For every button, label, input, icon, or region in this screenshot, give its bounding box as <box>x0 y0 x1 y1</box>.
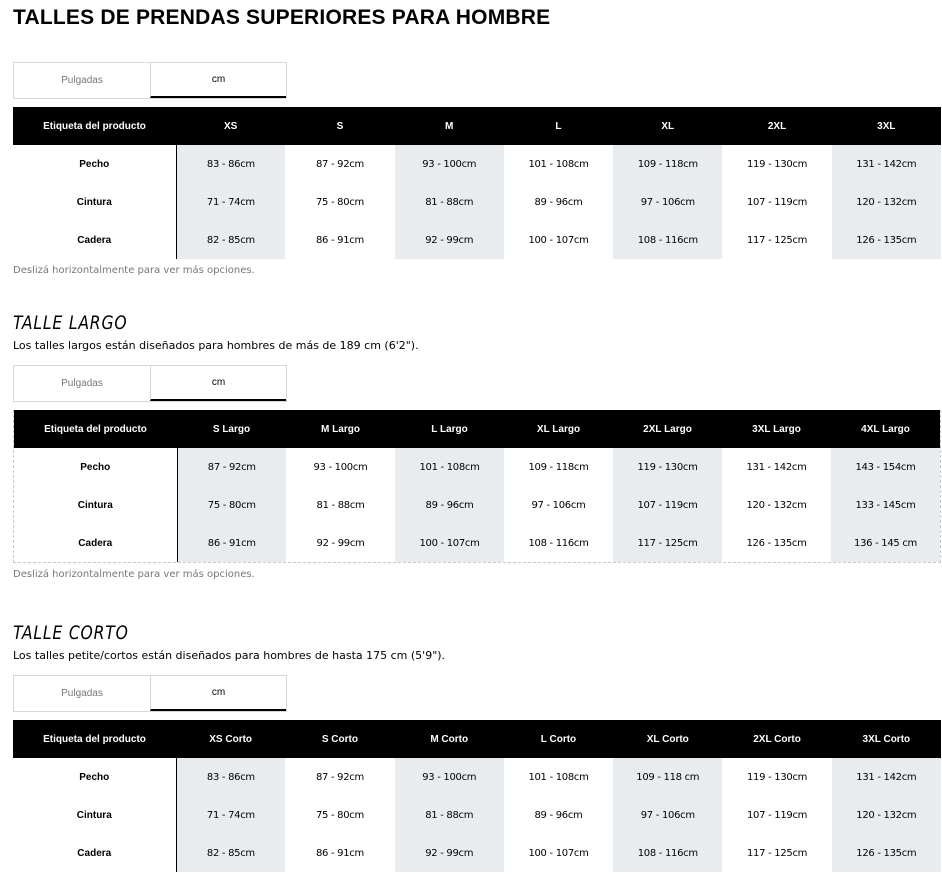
measurement-cell: 101 - 108cm <box>528 771 589 783</box>
table-header-row <box>13 107 941 145</box>
standard-size-section <box>13 62 941 278</box>
table-header-row <box>13 720 941 758</box>
measurement-cell: 136 - 145 cm <box>831 524 940 562</box>
measurement-cell: 108 - 116cm <box>613 221 722 259</box>
scroll-hint: Deslizá horizontalmente para ver más opciones. <box>13 569 255 580</box>
measurement-cell: 117 - 125cm <box>747 847 808 859</box>
measurement-cell: 87 - 92cm <box>315 158 364 170</box>
measurement-cell: 81 - 88cm <box>395 183 504 221</box>
section-heading-tall: TALLE LARGO <box>13 312 128 334</box>
measurement-cell: 131 - 142cm <box>746 461 807 473</box>
measurement-cell: 143 - 154cm <box>831 448 940 486</box>
measurement-cell: 81 - 88cm <box>316 499 365 511</box>
measurement-cell: 100 - 107cm <box>395 524 504 562</box>
measurement-cell: 101 - 108cm <box>528 158 589 170</box>
measurement-cell: 120 - 132cm <box>832 796 941 834</box>
column-header-size: M Corto <box>395 720 504 758</box>
measurement-cell: 131 - 142cm <box>832 145 941 183</box>
column-header-size: S Largo <box>177 410 286 448</box>
measurement-cell: 109 - 118cm <box>528 461 589 473</box>
table-row <box>14 486 940 524</box>
column-header-size: S Corto <box>285 720 394 758</box>
column-header-product-label: Etiqueta del producto <box>14 410 177 448</box>
row-label: Cadera <box>13 834 176 872</box>
measurement-cell: 107 - 119cm <box>747 809 808 821</box>
measurement-cell: 97 - 106cm <box>613 796 722 834</box>
measurement-cell: 126 - 135cm <box>746 537 807 549</box>
measurement-cell: 75 - 80cm <box>315 809 364 821</box>
table-row <box>13 145 941 183</box>
unit-toggle <box>13 675 287 712</box>
measurement-cell: 108 - 116cm <box>613 834 722 872</box>
column-header-size: 3XL <box>832 107 941 145</box>
measurement-cell: 93 - 100cm <box>395 758 504 796</box>
size-table-standard <box>13 107 941 259</box>
measurement-cell: 133 - 145cm <box>831 486 940 524</box>
measurement-cell: 71 - 74cm <box>176 796 285 834</box>
short-size-section <box>13 622 941 872</box>
measurement-cell: 100 - 107cm <box>528 847 589 859</box>
column-header-size: 2XL <box>722 107 831 145</box>
measurement-cell: 87 - 92cm <box>177 448 286 486</box>
measurement-cell: 108 - 116cm <box>528 537 589 549</box>
measurement-cell: 92 - 99cm <box>395 834 504 872</box>
column-header-size: 3XL Largo <box>722 410 831 448</box>
tab-cm[interactable]: cm <box>150 63 286 98</box>
column-header-size: 3XL Corto <box>832 720 941 758</box>
measurement-cell: 89 - 96cm <box>534 809 583 821</box>
column-header-size: L Corto <box>504 720 613 758</box>
measurement-cell: 120 - 132cm <box>832 183 941 221</box>
measurement-cell: 109 - 118 cm <box>613 758 722 796</box>
column-header-size: XL Corto <box>613 720 722 758</box>
size-table-short <box>13 720 941 872</box>
measurement-cell: 75 - 80cm <box>177 486 286 524</box>
measurement-cell: 86 - 91cm <box>315 234 364 246</box>
row-label: Cintura <box>14 486 177 524</box>
measurement-cell: 71 - 74cm <box>176 183 285 221</box>
table-row <box>14 448 940 486</box>
tab-inches[interactable]: Pulgadas <box>14 676 150 711</box>
column-header-size: 4XL Largo <box>831 410 940 448</box>
table-row <box>13 834 941 872</box>
measurement-cell: 75 - 80cm <box>315 196 364 208</box>
measurement-cell: 92 - 99cm <box>395 221 504 259</box>
table-row <box>14 524 940 562</box>
column-header-size: S <box>285 107 394 145</box>
table-row <box>13 221 941 259</box>
tab-inches[interactable]: Pulgadas <box>14 366 150 401</box>
column-header-size: 2XL Largo <box>613 410 722 448</box>
measurement-cell: 100 - 107cm <box>528 234 589 246</box>
column-header-size: M <box>395 107 504 145</box>
row-label: Cintura <box>13 796 176 834</box>
measurement-cell: 97 - 106cm <box>613 183 722 221</box>
measurement-cell: 117 - 125cm <box>613 524 722 562</box>
size-table-tall <box>14 410 940 562</box>
table-row <box>13 796 941 834</box>
table-scroll-container[interactable] <box>13 410 941 563</box>
measurement-cell: 107 - 119cm <box>747 196 808 208</box>
section-description-tall: Los talles largos están diseñados para hombres de más de 189 cm (6'2"). <box>13 339 419 352</box>
row-label: Pecho <box>13 145 176 183</box>
measurement-cell: 93 - 100cm <box>313 461 368 473</box>
measurement-cell: 89 - 96cm <box>395 486 504 524</box>
column-header-size: XL <box>613 107 722 145</box>
column-header-product-label: Etiqueta del producto <box>13 107 176 145</box>
scroll-hint: Deslizá horizontalmente para ver más opciones. <box>13 265 255 276</box>
measurement-cell: 126 - 135cm <box>832 221 941 259</box>
measurement-cell: 101 - 108cm <box>395 448 504 486</box>
measurement-cell: 83 - 86cm <box>176 758 285 796</box>
row-label: Cadera <box>14 524 177 562</box>
section-heading-short: TALLE CORTO <box>13 622 129 644</box>
column-header-product-label: Etiqueta del producto <box>13 720 176 758</box>
measurement-cell: 86 - 91cm <box>315 847 364 859</box>
tab-inches[interactable]: Pulgadas <box>14 63 150 98</box>
measurement-cell: 117 - 125cm <box>747 234 808 246</box>
measurement-cell: 107 - 119cm <box>613 486 722 524</box>
column-header-size: L <box>504 107 613 145</box>
measurement-cell: 82 - 85cm <box>176 834 285 872</box>
column-header-size: XL Largo <box>504 410 613 448</box>
table-header-row <box>14 410 940 448</box>
measurement-cell: 87 - 92cm <box>315 771 364 783</box>
row-label: Pecho <box>13 758 176 796</box>
tall-size-section <box>13 312 941 582</box>
measurement-cell: 82 - 85cm <box>176 221 285 259</box>
measurement-cell: 93 - 100cm <box>395 145 504 183</box>
tab-cm[interactable]: cm <box>150 676 286 711</box>
table-row <box>13 183 941 221</box>
row-label: Cintura <box>13 183 176 221</box>
row-label: Pecho <box>14 448 177 486</box>
measurement-cell: 126 - 135cm <box>832 834 941 872</box>
measurement-cell: 83 - 86cm <box>176 145 285 183</box>
table-row <box>13 758 941 796</box>
measurement-cell: 86 - 91cm <box>177 524 286 562</box>
column-header-size: M Largo <box>286 410 395 448</box>
measurement-cell: 89 - 96cm <box>534 196 583 208</box>
column-header-size: 2XL Corto <box>722 720 831 758</box>
measurement-cell: 109 - 118cm <box>613 145 722 183</box>
column-header-size: XS <box>176 107 285 145</box>
tab-cm[interactable]: cm <box>150 366 286 401</box>
measurement-cell: 119 - 130cm <box>613 448 722 486</box>
measurement-cell: 92 - 99cm <box>316 537 365 549</box>
measurement-cell: 81 - 88cm <box>395 796 504 834</box>
measurement-cell: 119 - 130cm <box>747 158 808 170</box>
measurement-cell: 131 - 142cm <box>832 758 941 796</box>
unit-toggle <box>13 62 287 99</box>
page-title: TALLES DE PRENDAS SUPERIORES PARA HOMBRE <box>13 6 551 29</box>
row-label: Cadera <box>13 221 176 259</box>
section-description-short: Los talles petite/cortos están diseñados para hombres de hasta 175 cm (5'9"). <box>13 649 446 662</box>
column-header-size: L Largo <box>395 410 504 448</box>
measurement-cell: 97 - 106cm <box>531 499 586 511</box>
measurement-cell: 120 - 132cm <box>746 499 807 511</box>
measurement-cell: 119 - 130cm <box>747 771 808 783</box>
column-header-size: XS Corto <box>176 720 285 758</box>
unit-toggle <box>13 365 287 402</box>
